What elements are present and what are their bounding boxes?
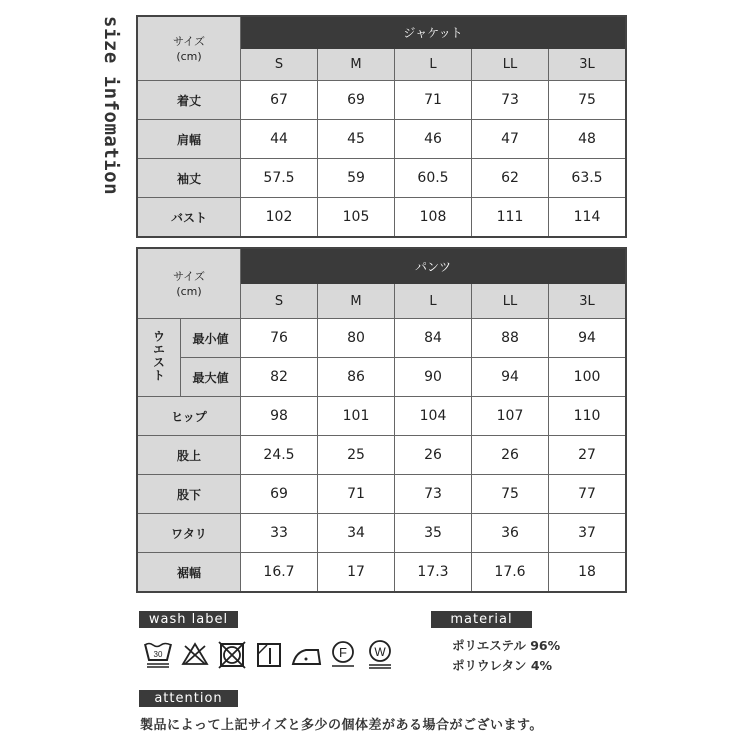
table-row (138, 198, 626, 237)
cell: 46 (395, 120, 472, 159)
wash-icons (140, 638, 399, 672)
jacket-title: ジャケット (241, 17, 626, 49)
cell: 107 (472, 397, 549, 436)
pants-title: パンツ (241, 249, 626, 284)
cell: 94 (549, 319, 626, 358)
row-label: 肩幅 (138, 120, 241, 159)
cell: 101 (318, 397, 395, 436)
iron-low-icon (288, 638, 325, 672)
side-title (96, 16, 122, 196)
cell: 105 (318, 198, 395, 237)
cell: 33 (241, 514, 318, 553)
row-label: ヒップ (138, 397, 241, 436)
cell: 17.3 (395, 553, 472, 592)
attention-tag: attention (139, 690, 238, 707)
size-header: LL (472, 49, 549, 81)
cell: 27 (549, 436, 626, 475)
table-row (138, 319, 626, 358)
svg-text:F: F (339, 645, 347, 660)
cell: 26 (395, 436, 472, 475)
cell: 62 (472, 159, 549, 198)
cell: 60.5 (395, 159, 472, 198)
cell: 98 (241, 397, 318, 436)
jacket-size-table (137, 16, 626, 237)
wet-clean-w-icon (362, 638, 399, 672)
row-label: バスト (138, 198, 241, 237)
cell: 111 (472, 198, 549, 237)
corner-label-size: サイズ (172, 34, 206, 48)
size-header: M (318, 49, 395, 81)
size-header: 3L (549, 49, 626, 81)
table-row (138, 81, 626, 120)
cell: 104 (395, 397, 472, 436)
cell: 69 (241, 475, 318, 514)
size-header: L (395, 49, 472, 81)
corner-label-unit: (cm) (176, 284, 202, 298)
cell: 47 (472, 120, 549, 159)
cell: 76 (241, 319, 318, 358)
cell: 57.5 (241, 159, 318, 198)
size-header: 3L (549, 284, 626, 319)
cell: 90 (395, 358, 472, 397)
cell: 84 (395, 319, 472, 358)
table-row (138, 120, 626, 159)
cell: 71 (318, 475, 395, 514)
side-title-text: size infomation (100, 16, 122, 196)
table-row (138, 358, 626, 397)
cell: 80 (318, 319, 395, 358)
size-header: M (318, 284, 395, 319)
cell: 17 (318, 553, 395, 592)
corner-label-size: サイズ (172, 269, 206, 283)
waist-group-label (138, 319, 181, 397)
cell: 73 (395, 475, 472, 514)
cell: 37 (549, 514, 626, 553)
row-label: 袖丈 (138, 159, 241, 198)
cell: 102 (241, 198, 318, 237)
row-label: 裾幅 (138, 553, 241, 592)
dry-clean-f-icon (325, 638, 362, 672)
cell: 67 (241, 81, 318, 120)
line-dry-shade-icon (251, 638, 288, 672)
cell: 110 (549, 397, 626, 436)
cell: 114 (549, 198, 626, 237)
cell: 75 (472, 475, 549, 514)
cell: 24.5 (241, 436, 318, 475)
size-header: LL (472, 284, 549, 319)
pants-corner-label (138, 249, 241, 319)
wash-30-gentle-icon (140, 638, 177, 672)
cell: 100 (549, 358, 626, 397)
cell: 75 (549, 81, 626, 120)
row-label: ワタリ (138, 514, 241, 553)
row-label: 股上 (138, 436, 241, 475)
cell: 86 (318, 358, 395, 397)
material-line: ポリエステル 96% (452, 638, 561, 653)
cell: 26 (472, 436, 549, 475)
cell: 44 (241, 120, 318, 159)
cell: 59 (318, 159, 395, 198)
cell: 94 (472, 358, 549, 397)
jacket-corner-label (138, 17, 241, 81)
no-bleach-icon (177, 638, 214, 672)
row-label: 着丈 (138, 81, 241, 120)
cell: 36 (472, 514, 549, 553)
cell: 45 (318, 120, 395, 159)
corner-label-unit: (cm) (176, 49, 202, 63)
cell: 25 (318, 436, 395, 475)
pants-size-table (137, 248, 626, 592)
cell: 48 (549, 120, 626, 159)
cell: 77 (549, 475, 626, 514)
size-header: L (395, 284, 472, 319)
cell: 69 (318, 81, 395, 120)
cell: 73 (472, 81, 549, 120)
cell: 34 (318, 514, 395, 553)
cell: 63.5 (549, 159, 626, 198)
table-row (138, 475, 626, 514)
table-row (138, 436, 626, 475)
cell: 82 (241, 358, 318, 397)
cell: 88 (472, 319, 549, 358)
cell: 16.7 (241, 553, 318, 592)
size-header: S (241, 49, 318, 81)
table-row (138, 397, 626, 436)
attention-text: 製品によって上記サイズと多少の個体差がある場合がございます。 (140, 718, 543, 733)
row-label: 最小値 (181, 319, 241, 358)
table-row (138, 553, 626, 592)
waist-group-text: ウエスト (151, 330, 166, 382)
row-label: 股下 (138, 475, 241, 514)
cell: 108 (395, 198, 472, 237)
material-line: ポリウレタン 4% (452, 658, 553, 673)
table-row (138, 514, 626, 553)
material-tag: material (431, 611, 532, 628)
cell: 17.6 (472, 553, 549, 592)
cell: 71 (395, 81, 472, 120)
no-tumble-dry-icon (214, 638, 251, 672)
material-list (452, 636, 560, 676)
cell: 35 (395, 514, 472, 553)
table-row (138, 159, 626, 198)
svg-text:W: W (374, 645, 386, 659)
cell: 18 (549, 553, 626, 592)
size-header: S (241, 284, 318, 319)
row-label: 最大値 (181, 358, 241, 397)
wash-label-tag: wash label (139, 611, 238, 628)
svg-text:30: 30 (153, 650, 163, 659)
